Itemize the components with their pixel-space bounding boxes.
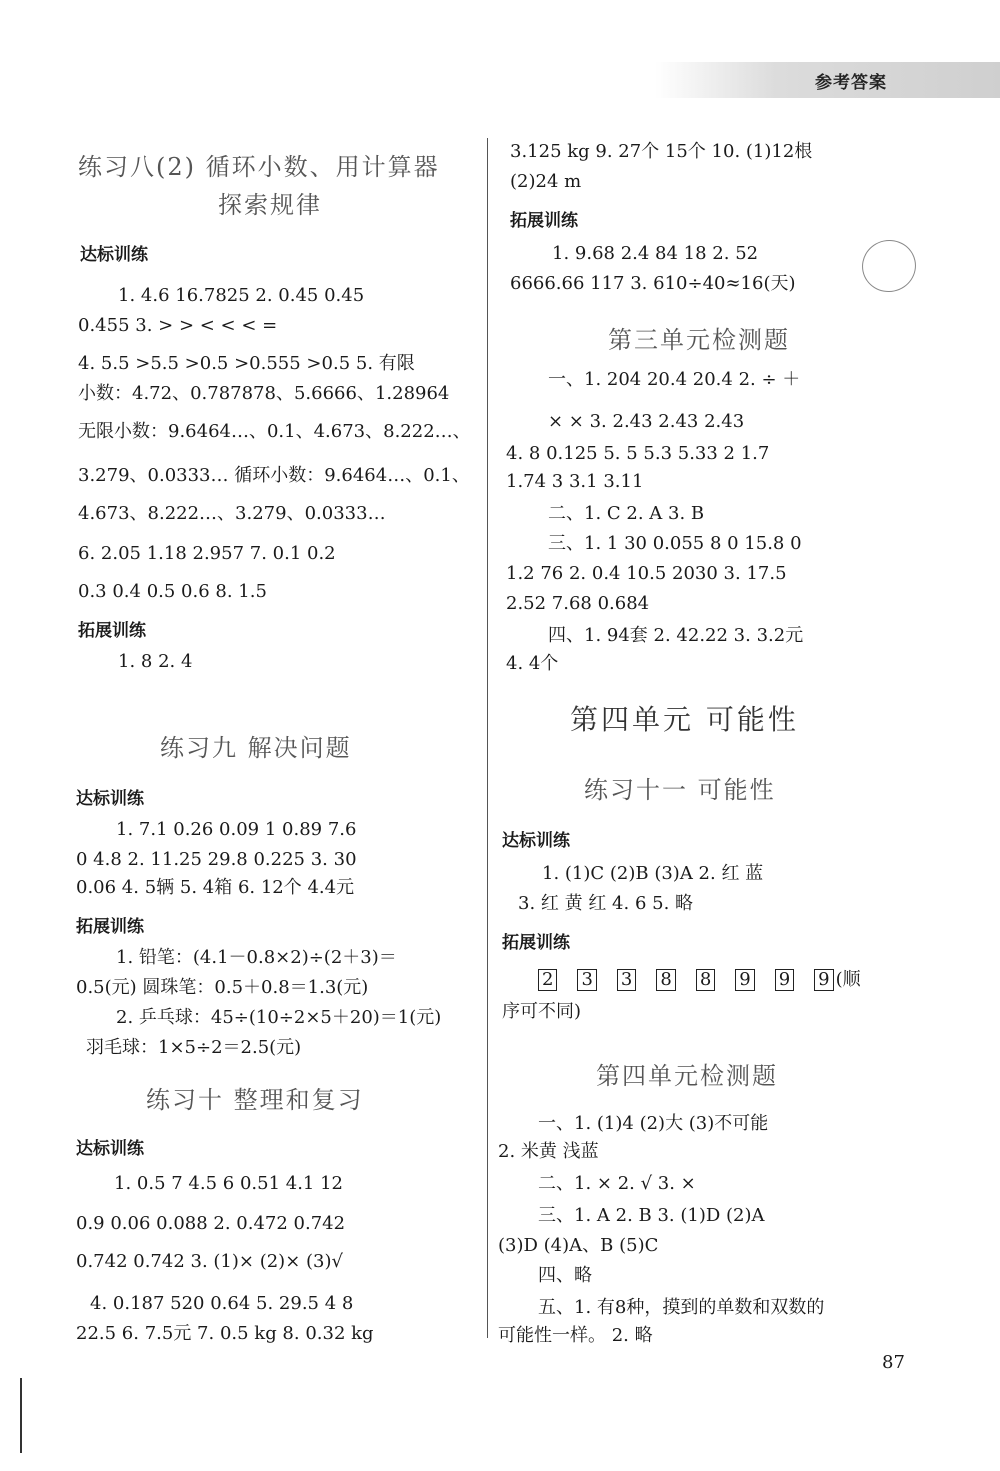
section-heading: 达标训练 (502, 831, 570, 851)
answer-line: 3.279、0.0333… 循环小数：9.6464…、0.1、 (78, 465, 470, 486)
exercise-8-title: 练习八(2) 循环小数、用计算器 (78, 153, 440, 181)
answer-line: 4.673、8.222…、3.279、0.0333… (78, 503, 386, 524)
answer-line: 可能性一样。 2. 略 (498, 1325, 653, 1346)
section-heading: 拓展训练 (78, 621, 146, 641)
answer-line: 1. 7.1 0.26 0.09 1 0.89 7.6 (116, 819, 357, 840)
answer-line: 四、略 (538, 1265, 592, 1286)
answer-line: 4. 0.187 520 0.64 5. 29.5 4 8 (90, 1293, 354, 1314)
answer-line: 一、1. 204 20.4 20.4 2. ÷ ＋ (548, 369, 801, 390)
answer-line: 4. 8 0.125 5. 5 5.3 5.33 2 1.7 (506, 443, 770, 464)
answer-line: 二、1. × 2. √ 3. × (538, 1173, 696, 1194)
answer-line: 1. 8 2. 4 (118, 651, 193, 672)
answer-line: 4. 4个 (506, 653, 559, 674)
answer-tail: (顺 (835, 969, 861, 990)
answer-box: 9 (814, 969, 833, 991)
answer-line: 1.2 76 2. 0.4 10.5 2030 3. 17.5 (506, 563, 787, 584)
header-label: 参考答案 (815, 73, 887, 93)
answer-line: 1.74 3 3.1 3.11 (506, 471, 644, 492)
answer-line: 三、1. A 2. B 3. (1)D (2)A (538, 1205, 765, 1226)
answer-line: 一、1. (1)4 (2)大 (3)不可能 (538, 1113, 769, 1134)
answer-box: 8 (656, 969, 675, 991)
answer-line: 1. (1)C (2)B (3)A 2. 红 蓝 (542, 863, 764, 884)
section-heading: 拓展训练 (76, 917, 144, 937)
answer-box: 9 (775, 969, 794, 991)
box-answers (538, 968, 861, 992)
answer-line: 6666.66 117 3. 610÷40≈16(天) (510, 273, 796, 294)
section-heading: 拓展训练 (502, 933, 570, 953)
answer-line: 五、1. 有8种，摸到的单数和双数的 (538, 1297, 825, 1318)
answer-box: 8 (696, 969, 715, 991)
answer-line: 1. 0.5 7 4.5 6 0.51 4.1 12 (114, 1173, 343, 1194)
answer-line: 0 4.8 2. 11.25 29.8 0.225 3. 30 (76, 849, 357, 870)
answer-line: 6. 2.05 1.18 2.957 7. 0.1 0.2 (78, 543, 336, 564)
answer-line: 3.125 kg 9. 27个 15个 10. (1)12根 (510, 141, 813, 162)
answer-line: 0.742 0.742 3. (1)× (2)× (3)√ (76, 1251, 343, 1272)
section-heading: 拓展训练 (510, 211, 578, 231)
exercise-9-title: 练习九 解决问题 (160, 734, 352, 762)
stamp-mark (857, 235, 921, 297)
answer-line: 0.06 4. 5辆 5. 4箱 6. 12个 4.4元 (76, 877, 355, 898)
answer-box: 3 (617, 969, 636, 991)
answer-line: (3)D (4)A、B (5)C (498, 1235, 659, 1256)
answer-line: 2.52 7.68 0.684 (506, 593, 650, 614)
answer-line: 二、1. C 2. A 3. B (548, 503, 705, 524)
unit-4-title: 第四单元 可能性 (570, 703, 799, 736)
exercise-10-title: 练习十 整理和复习 (146, 1086, 364, 1114)
answer-line: 序可不同) (502, 1001, 582, 1022)
section-heading: 达标训练 (80, 245, 148, 265)
answer-line: 4. 5.5 >5.5 >0.5 >0.555 >0.5 5. 有限 (78, 353, 415, 374)
section-heading: 达标训练 (76, 789, 144, 809)
answer-box: 3 (577, 969, 596, 991)
answer-line: 2. 米黄 浅蓝 (498, 1141, 599, 1162)
answer-line: 0.455 3. > > < < < = (78, 315, 278, 336)
exercise-11-title: 练习十一 可能性 (584, 776, 776, 804)
answer-line: 四、1. 94套 2. 42.22 3. 3.2元 (548, 625, 804, 646)
answer-line: 1. 铅笔：(4.1－0.8×2)÷(2＋3)＝ (116, 947, 397, 968)
answer-line: (2)24 m (510, 171, 582, 192)
answer-line: 1. 9.68 2.4 84 18 2. 52 (552, 243, 759, 264)
answer-line: 22.5 6. 7.5元 7. 0.5 kg 8. 0.32 kg (76, 1323, 374, 1344)
answer-line: 小数：4.72、0.787878、5.6666、1.28964 (78, 383, 450, 404)
section-heading: 达标训练 (76, 1139, 144, 1159)
exercise-8-title-cont: 探索规律 (218, 191, 322, 219)
unit-4-test-title: 第四单元检测题 (596, 1062, 778, 1090)
answer-line: 1. 4.6 16.7825 2. 0.45 0.45 (118, 285, 365, 306)
answer-line: 3. 红 黄 红 4. 6 5. 略 (518, 893, 694, 914)
column-divider (487, 138, 488, 1338)
answer-line: 无限小数：9.6464…、0.1、4.673、8.222…、 (78, 421, 471, 442)
answer-line: 2. 乒乓球：45÷(10÷2×5＋20)＝1(元) (116, 1007, 442, 1028)
margin-rule (20, 1378, 22, 1453)
answer-line: 0.3 0.4 0.5 0.6 8. 1.5 (78, 581, 267, 602)
answer-line: 羽毛球：1×5÷2＝2.5(元) (86, 1037, 302, 1058)
answer-line: 三、1. 1 30 0.055 8 0 15.8 0 (548, 533, 802, 554)
answer-line: 0.5(元) 圆珠笔：0.5＋0.8＝1.3(元) (76, 977, 369, 998)
answer-line: × × 3. 2.43 2.43 2.43 (548, 411, 745, 432)
page-number: 87 (882, 1352, 905, 1373)
answer-box: 2 (538, 969, 557, 991)
unit-3-test-title: 第三单元检测题 (608, 326, 790, 354)
watermark-logo (800, 1355, 990, 1465)
answer-line: 0.9 0.06 0.088 2. 0.472 0.742 (76, 1213, 346, 1234)
answer-box: 9 (735, 969, 754, 991)
